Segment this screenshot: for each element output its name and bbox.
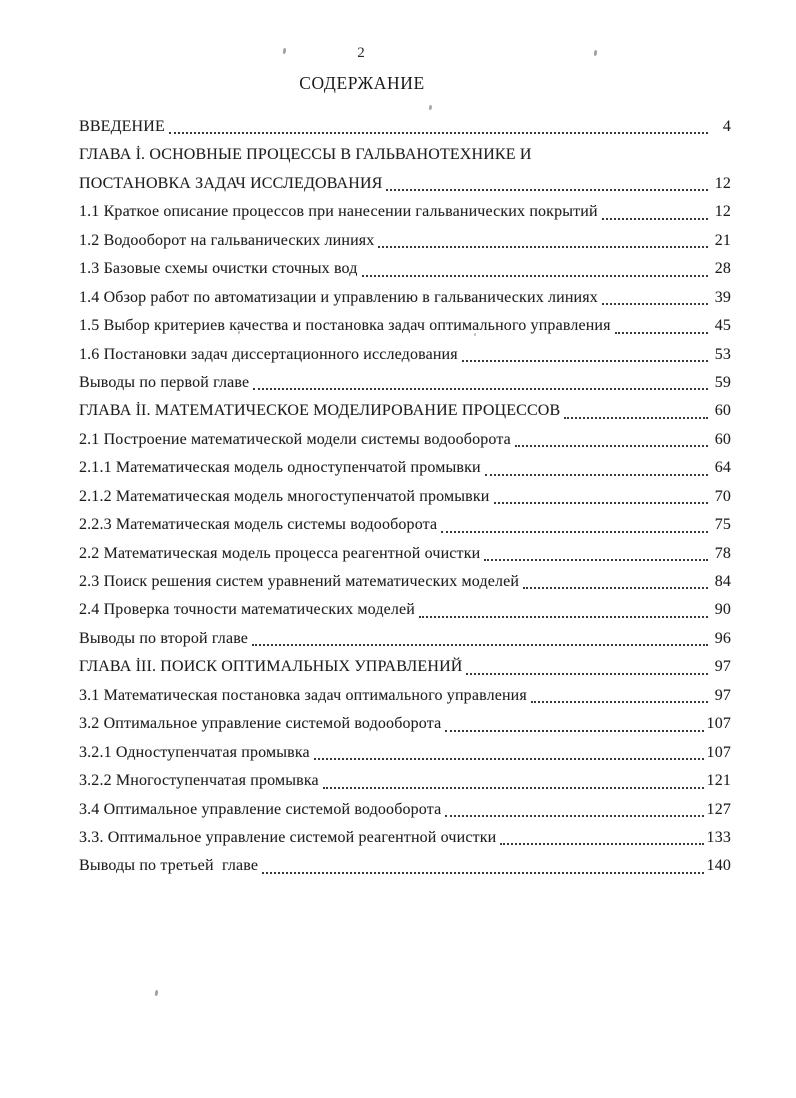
toc-entry-page: 21 (714, 231, 731, 249)
toc-entry (79, 312, 731, 340)
toc-leader-dots (419, 616, 708, 618)
toc-entry (79, 284, 731, 312)
toc-entry-label: ГЛАВА İ. ОСНОВНЫЕ ПРОЦЕССЫ В ГАЛЬВАНОТЕХНИКЕ И (79, 146, 532, 164)
toc-entry (79, 255, 731, 283)
toc-entry-page: 107 (706, 743, 731, 761)
toc-entry (79, 341, 731, 369)
toc-entry-label: 3.2.2 Многоступенчатая промывка (79, 772, 319, 790)
toc-entry (79, 796, 731, 824)
toc-entry-page: 12 (714, 203, 731, 221)
toc-entry-page: 60 (714, 430, 731, 448)
toc-entry-page: 127 (706, 800, 731, 818)
toc-entry-label: 1.5 Выбор критериев качества и постановка задач оптимального управления (79, 317, 611, 335)
toc-entry-page: 39 (714, 288, 731, 306)
toc-entry-label: 2.1 Построение математической модели системы водооборота (79, 430, 511, 448)
toc-entry-page: 90 (714, 601, 731, 619)
toc-entry-label: Выводы по третьей главе (79, 857, 259, 875)
toc-entry-label: 2.3 Поиск решения систем уравнений математических моделей (79, 573, 520, 590)
toc-entry (79, 170, 731, 198)
toc-entry-page: 64 (714, 459, 731, 477)
toc-entry (79, 454, 731, 482)
toc-entry-label: 1.1 Краткое описание процессов при нанесении гальванических покрытий (79, 203, 598, 221)
toc-leader-dots (462, 360, 708, 362)
toc-leader-dots (445, 815, 703, 817)
toc-leader-dots (494, 502, 708, 504)
toc-entry (79, 739, 731, 767)
toc-entry-label: 3.4 Оптимальное управление системой водооборота (79, 800, 442, 818)
toc-entry (79, 113, 731, 141)
toc-entry-label: ГЛАВА İII. ПОИСК ОПТИМАЛЬНЫХ УПРАВЛЕНИЙ (79, 658, 463, 676)
toc-entry-label: 3.2.1 Одноступенчатая промывка (79, 743, 310, 761)
toc-entry-label: 2.2.3 Математическая модель системы водооборота (79, 516, 438, 534)
toc-entry (79, 511, 731, 539)
toc-leader-dots (531, 701, 708, 703)
toc-entry (79, 824, 731, 852)
toc-entry-page: 96 (714, 629, 731, 647)
toc-entry-label: 2.1.1 Математическая модель одноступенчатой промывки (79, 459, 481, 477)
toc-entry-page: 78 (714, 544, 731, 562)
toc-leader-dots (378, 246, 708, 248)
toc-leader-dots (314, 758, 704, 760)
toc-entry (79, 710, 731, 738)
page-number: 2 (357, 45, 365, 61)
toc-leader-dots (362, 275, 708, 277)
toc-entry-label: 3.2 Оптимальное управление системой водооборота (79, 715, 442, 733)
toc-entry (79, 198, 731, 226)
toc-entry-page: 70 (714, 487, 731, 505)
toc-entry (79, 852, 731, 880)
toc-entry (79, 540, 731, 568)
toc-entry-label: ПОСТАНОВКА ЗАДАЧ ИССЛЕДОВАНИЯ (79, 174, 383, 192)
toc-leader-dots (252, 644, 708, 646)
toc-entry (79, 625, 731, 653)
toc-entry (79, 426, 731, 454)
toc-entry-page: 53 (714, 345, 731, 363)
toc-entry (79, 596, 731, 624)
toc-entry (79, 141, 731, 169)
toc-leader-dots (485, 474, 708, 476)
toc-entry-label: 1.3 Базовые схемы очистки сточных вод (79, 260, 358, 278)
toc-entry-page: 140 (706, 857, 731, 875)
toc-leader-dots (386, 189, 708, 191)
toc-entry-page: 12 (714, 174, 731, 192)
toc-leader-dots (445, 730, 703, 732)
toc-leader-dots (262, 872, 703, 874)
toc-entry (79, 397, 731, 425)
toc-leader-dots (564, 417, 708, 419)
toc-entry-label: ГЛАВА İI. МАТЕМАТИЧЕСКОЕ МОДЕЛИРОВАНИЕ ПРОЦЕССОВ (79, 402, 561, 420)
scan-speck (429, 105, 433, 111)
toc-leader-dots (602, 303, 708, 305)
toc-entry-page: 97 (714, 686, 731, 704)
toc-leader-dots (515, 445, 708, 447)
toc-entry-label: Выводы по второй главе (79, 629, 249, 647)
toc-entry-label: 2.1.2 Математическая модель многоступенчатой промывки (79, 487, 490, 505)
toc-entry-label: 1.4 Обзор работ по автоматизации и управлению в гальванических линиях (79, 288, 598, 306)
toc-leader-dots (484, 559, 708, 561)
toc-entry-label: 3.1 Математическая постановка задач оптимального управления (79, 686, 527, 704)
toc-entry-label: 1.6 Постановки задач диссертационного исследования (79, 345, 458, 363)
toc-leader-dots (602, 218, 708, 220)
toc-entry (79, 483, 731, 511)
toc-leader-dots (323, 787, 704, 789)
toc-leader-dots (466, 673, 708, 675)
toc-entry-page: 60 (714, 402, 731, 420)
toc-entry-page: 107 (706, 715, 731, 733)
toc-entry-label: 2.2 Математическая модель процесса реагентной очистки (79, 544, 481, 562)
toc-entry-page: 59 (714, 373, 731, 391)
toc-entry (79, 653, 731, 681)
table-of-contents (79, 113, 731, 881)
toc-entry-page: 75 (714, 516, 731, 534)
toc-entry (79, 767, 731, 795)
scan-speck (154, 990, 158, 996)
toc-entry-page: 84 (714, 573, 731, 590)
toc-entry (79, 227, 731, 255)
toc-entry (79, 568, 731, 596)
toc-entry-page: 45 (714, 317, 731, 335)
toc-entry (79, 369, 731, 397)
toc-leader-dots (523, 587, 708, 589)
page-title: СОДЕРЖАНИЕ (299, 73, 425, 93)
toc-entry-label: Выводы по первой главе (79, 373, 250, 391)
toc-entry-label: 2.4 Проверка точности математических моделей (79, 601, 415, 619)
toc-entry-page: 28 (714, 260, 731, 278)
toc-leader-dots (253, 388, 708, 390)
toc-entry-label: ВВЕДЕНИЕ (79, 118, 165, 135)
toc-leader-dots (615, 332, 708, 334)
toc-entry-page: 121 (706, 772, 731, 790)
toc-entry-page: 97 (714, 658, 731, 676)
toc-entry-label: 3.3. Оптимальное управление системой реагентной очистки (79, 828, 497, 846)
toc-entry (79, 682, 731, 710)
toc-entry-page: 4 (722, 118, 731, 135)
toc-entry-label: 1.2 Водооборот на гальванических линиях (79, 231, 375, 249)
toc-leader-dots (500, 843, 703, 845)
toc-leader-dots (169, 132, 708, 134)
toc-leader-dots (441, 531, 708, 533)
toc-entry-page: 133 (706, 828, 731, 846)
